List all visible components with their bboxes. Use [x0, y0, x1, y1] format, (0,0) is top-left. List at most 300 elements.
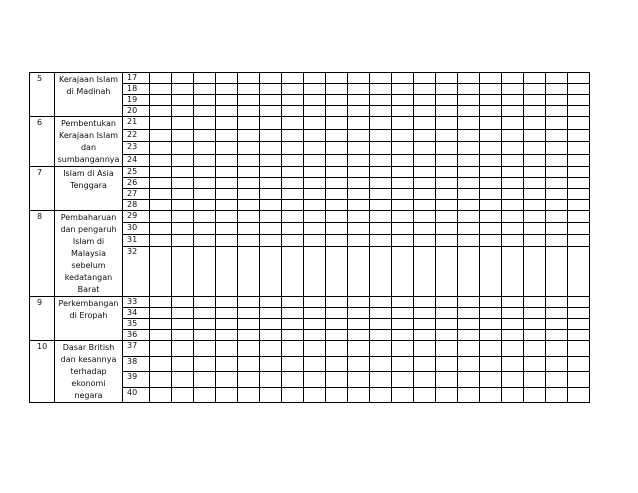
empty-cell [436, 319, 458, 330]
empty-cell [546, 154, 568, 167]
empty-cell [150, 178, 172, 189]
empty-cell [502, 308, 524, 319]
empty-cell [524, 84, 546, 95]
empty-cell [216, 178, 238, 189]
empty-cell [260, 211, 282, 223]
empty-cell [480, 106, 502, 117]
empty-cell [172, 73, 194, 84]
question-number: 36 [123, 330, 150, 341]
empty-cell [304, 95, 326, 106]
empty-cell [194, 167, 216, 178]
empty-cell [282, 330, 304, 341]
empty-cell [238, 319, 260, 330]
empty-cell [326, 308, 348, 319]
empty-cell [502, 129, 524, 142]
empty-cell [348, 142, 370, 155]
question-number: 25 [123, 167, 150, 178]
empty-cell [304, 297, 326, 308]
empty-cell [150, 330, 172, 341]
empty-cell [436, 200, 458, 211]
empty-cell [348, 341, 370, 357]
empty-cell [194, 95, 216, 106]
empty-cell [414, 189, 436, 200]
empty-cell [414, 167, 436, 178]
empty-cell [436, 106, 458, 117]
empty-cell [260, 223, 282, 235]
empty-cell [524, 189, 546, 200]
empty-cell [568, 372, 590, 388]
empty-cell [436, 73, 458, 84]
empty-cell [546, 95, 568, 106]
empty-cell [480, 84, 502, 95]
empty-cell [172, 129, 194, 142]
empty-cell [568, 308, 590, 319]
empty-cell [568, 142, 590, 155]
empty-cell [392, 247, 414, 297]
empty-cell [326, 106, 348, 117]
table-row [30, 341, 590, 357]
empty-cell [436, 84, 458, 95]
empty-cell [392, 319, 414, 330]
empty-cell [238, 200, 260, 211]
empty-cell [546, 223, 568, 235]
empty-cell [502, 330, 524, 341]
empty-cell [304, 247, 326, 297]
empty-cell [172, 223, 194, 235]
empty-cell [150, 308, 172, 319]
empty-cell [458, 106, 480, 117]
empty-cell [458, 372, 480, 388]
empty-cell [436, 211, 458, 223]
empty-cell [304, 356, 326, 372]
empty-cell [194, 189, 216, 200]
empty-cell [260, 387, 282, 403]
empty-cell [458, 129, 480, 142]
empty-cell [568, 129, 590, 142]
empty-cell [326, 95, 348, 106]
empty-cell [524, 117, 546, 130]
empty-cell [238, 341, 260, 357]
empty-cell [546, 341, 568, 357]
empty-cell [568, 189, 590, 200]
empty-cell [172, 154, 194, 167]
empty-cell [150, 319, 172, 330]
empty-cell [216, 189, 238, 200]
empty-cell [304, 106, 326, 117]
empty-cell [392, 117, 414, 130]
empty-cell [150, 189, 172, 200]
empty-cell [172, 211, 194, 223]
empty-cell [458, 142, 480, 155]
empty-cell [370, 372, 392, 388]
empty-cell [370, 142, 392, 155]
empty-cell [260, 341, 282, 357]
empty-cell [282, 235, 304, 247]
empty-cell [282, 178, 304, 189]
empty-cell [238, 154, 260, 167]
empty-cell [260, 235, 282, 247]
topic-line: di Madinah [66, 87, 111, 96]
empty-cell [238, 129, 260, 142]
empty-cell [370, 308, 392, 319]
question-number: 17 [123, 73, 150, 84]
empty-cell [546, 189, 568, 200]
empty-cell [150, 167, 172, 178]
empty-cell [216, 142, 238, 155]
empty-cell [502, 178, 524, 189]
empty-cell [480, 356, 502, 372]
empty-cell [568, 235, 590, 247]
empty-cell [216, 308, 238, 319]
empty-cell [458, 297, 480, 308]
empty-cell [304, 117, 326, 130]
section-number: 6 [30, 117, 55, 167]
empty-cell [326, 84, 348, 95]
empty-cell [260, 106, 282, 117]
empty-cell [524, 95, 546, 106]
empty-cell [568, 297, 590, 308]
empty-cell [568, 387, 590, 403]
empty-cell [216, 235, 238, 247]
empty-cell [370, 73, 392, 84]
empty-cell [282, 73, 304, 84]
question-number: 33 [123, 297, 150, 308]
empty-cell [260, 95, 282, 106]
empty-cell [282, 129, 304, 142]
empty-cell [480, 297, 502, 308]
empty-cell [546, 387, 568, 403]
empty-cell [194, 235, 216, 247]
empty-cell [194, 356, 216, 372]
empty-cell [414, 356, 436, 372]
empty-cell [458, 117, 480, 130]
table-row [30, 73, 590, 84]
empty-cell [348, 154, 370, 167]
empty-cell [436, 341, 458, 357]
empty-cell [458, 211, 480, 223]
empty-cell [304, 330, 326, 341]
empty-cell [216, 372, 238, 388]
empty-cell [458, 356, 480, 372]
empty-cell [282, 387, 304, 403]
table-row [30, 117, 590, 130]
empty-cell [238, 73, 260, 84]
empty-cell [546, 142, 568, 155]
empty-cell [502, 84, 524, 95]
empty-cell [238, 95, 260, 106]
empty-cell [502, 154, 524, 167]
empty-cell [304, 189, 326, 200]
empty-cell [392, 106, 414, 117]
empty-cell [326, 167, 348, 178]
topic-line: Pembentukan [61, 119, 116, 128]
empty-cell [458, 319, 480, 330]
empty-cell [480, 330, 502, 341]
empty-cell [414, 200, 436, 211]
empty-cell [414, 297, 436, 308]
empty-cell [216, 387, 238, 403]
empty-cell [370, 330, 392, 341]
empty-cell [216, 211, 238, 223]
empty-cell [546, 200, 568, 211]
empty-cell [260, 129, 282, 142]
empty-cell [304, 341, 326, 357]
empty-cell [238, 372, 260, 388]
empty-cell [348, 84, 370, 95]
empty-cell [150, 211, 172, 223]
empty-cell [414, 330, 436, 341]
empty-cell [348, 247, 370, 297]
empty-cell [260, 178, 282, 189]
empty-cell [546, 84, 568, 95]
empty-cell [458, 308, 480, 319]
question-number: 27 [123, 189, 150, 200]
topic-line: Barat [77, 285, 100, 294]
empty-cell [304, 308, 326, 319]
empty-cell [436, 330, 458, 341]
empty-cell [370, 297, 392, 308]
empty-cell [392, 297, 414, 308]
empty-cell [260, 308, 282, 319]
empty-cell [370, 129, 392, 142]
empty-cell [502, 189, 524, 200]
empty-cell [568, 95, 590, 106]
empty-cell [194, 308, 216, 319]
section-topic [55, 117, 123, 167]
empty-cell [414, 247, 436, 297]
question-number: 34 [123, 308, 150, 319]
empty-cell [238, 142, 260, 155]
empty-cell [414, 142, 436, 155]
empty-cell [260, 154, 282, 167]
empty-cell [216, 200, 238, 211]
empty-cell [546, 73, 568, 84]
empty-cell [392, 356, 414, 372]
empty-cell [502, 211, 524, 223]
empty-cell [282, 142, 304, 155]
empty-cell [502, 372, 524, 388]
empty-cell [326, 387, 348, 403]
empty-cell [458, 178, 480, 189]
empty-cell [392, 129, 414, 142]
question-number: 22 [123, 129, 150, 142]
empty-cell [194, 341, 216, 357]
empty-cell [172, 189, 194, 200]
empty-cell [150, 341, 172, 357]
empty-cell [282, 95, 304, 106]
empty-cell [326, 341, 348, 357]
empty-cell [194, 129, 216, 142]
empty-cell [194, 84, 216, 95]
topic-line: Malaysia [71, 249, 106, 258]
empty-cell [502, 167, 524, 178]
empty-cell [150, 84, 172, 95]
empty-cell [216, 167, 238, 178]
question-number: 30 [123, 223, 150, 235]
empty-cell [524, 372, 546, 388]
empty-cell [172, 341, 194, 357]
empty-cell [480, 247, 502, 297]
empty-cell [502, 387, 524, 403]
empty-cell [370, 200, 392, 211]
empty-cell [172, 167, 194, 178]
empty-cell [414, 223, 436, 235]
empty-cell [414, 178, 436, 189]
empty-cell [304, 142, 326, 155]
empty-cell [216, 84, 238, 95]
empty-cell [502, 319, 524, 330]
empty-cell [304, 154, 326, 167]
empty-cell [480, 341, 502, 357]
empty-cell [348, 235, 370, 247]
empty-cell [458, 341, 480, 357]
empty-cell [326, 189, 348, 200]
empty-cell [392, 235, 414, 247]
empty-cell [172, 117, 194, 130]
empty-cell [194, 117, 216, 130]
empty-cell [480, 235, 502, 247]
empty-cell [216, 356, 238, 372]
empty-cell [546, 178, 568, 189]
empty-cell [216, 223, 238, 235]
empty-cell [480, 73, 502, 84]
question-number: 37 [123, 341, 150, 357]
empty-cell [260, 73, 282, 84]
empty-cell [304, 372, 326, 388]
empty-cell [326, 117, 348, 130]
topic-line: Kerajaan Islam [58, 131, 119, 140]
empty-cell [568, 73, 590, 84]
empty-cell [348, 297, 370, 308]
empty-cell [392, 223, 414, 235]
empty-cell [568, 211, 590, 223]
empty-cell [216, 247, 238, 297]
empty-cell [282, 117, 304, 130]
empty-cell [150, 200, 172, 211]
empty-cell [238, 330, 260, 341]
empty-cell [370, 167, 392, 178]
empty-cell [238, 211, 260, 223]
empty-cell [216, 341, 238, 357]
empty-cell [436, 167, 458, 178]
empty-cell [480, 308, 502, 319]
empty-cell [392, 372, 414, 388]
empty-cell [480, 167, 502, 178]
empty-cell [502, 341, 524, 357]
empty-cell [260, 167, 282, 178]
empty-cell [150, 117, 172, 130]
empty-cell [216, 73, 238, 84]
empty-cell [260, 189, 282, 200]
empty-cell [480, 372, 502, 388]
topic-line: Kerajaan Islam [58, 75, 119, 84]
empty-cell [238, 106, 260, 117]
topic-line: Islam di [72, 237, 105, 246]
empty-cell [480, 223, 502, 235]
empty-cell [524, 129, 546, 142]
question-number: 20 [123, 106, 150, 117]
empty-cell [150, 129, 172, 142]
empty-cell [304, 235, 326, 247]
empty-cell [172, 308, 194, 319]
empty-cell [282, 223, 304, 235]
empty-cell [238, 387, 260, 403]
empty-cell [546, 117, 568, 130]
empty-cell [260, 330, 282, 341]
empty-cell [370, 387, 392, 403]
empty-cell [480, 142, 502, 155]
topic-line: ekonomi [71, 379, 106, 388]
question-number: 19 [123, 95, 150, 106]
empty-cell [150, 387, 172, 403]
empty-cell [150, 73, 172, 84]
empty-cell [194, 106, 216, 117]
empty-cell [414, 154, 436, 167]
empty-cell [326, 223, 348, 235]
section-number: 8 [30, 211, 55, 297]
topic-line: di Eropah [69, 311, 108, 320]
empty-cell [546, 106, 568, 117]
empty-cell [194, 372, 216, 388]
empty-cell [480, 189, 502, 200]
empty-cell [348, 106, 370, 117]
empty-cell [216, 117, 238, 130]
empty-cell [436, 117, 458, 130]
empty-cell [458, 154, 480, 167]
empty-cell [568, 178, 590, 189]
empty-cell [546, 330, 568, 341]
empty-cell [282, 154, 304, 167]
empty-cell [414, 235, 436, 247]
empty-cell [194, 330, 216, 341]
empty-cell [414, 84, 436, 95]
empty-cell [216, 330, 238, 341]
empty-cell [194, 200, 216, 211]
empty-cell [392, 330, 414, 341]
empty-cell [282, 247, 304, 297]
empty-cell [370, 356, 392, 372]
empty-cell [216, 129, 238, 142]
empty-cell [458, 200, 480, 211]
empty-cell [282, 211, 304, 223]
empty-cell [458, 95, 480, 106]
empty-cell [546, 308, 568, 319]
empty-cell [502, 95, 524, 106]
empty-cell [392, 189, 414, 200]
empty-cell [392, 142, 414, 155]
empty-cell [524, 387, 546, 403]
empty-cell [392, 200, 414, 211]
empty-cell [524, 356, 546, 372]
empty-cell [524, 106, 546, 117]
empty-cell [458, 223, 480, 235]
empty-cell [502, 247, 524, 297]
section-topic [55, 297, 123, 341]
empty-cell [238, 189, 260, 200]
empty-cell [348, 223, 370, 235]
empty-cell [370, 223, 392, 235]
empty-cell [568, 167, 590, 178]
section-number: 9 [30, 297, 55, 341]
empty-cell [150, 297, 172, 308]
empty-cell [524, 330, 546, 341]
empty-cell [348, 319, 370, 330]
empty-cell [238, 297, 260, 308]
question-number: 18 [123, 84, 150, 95]
topic-line: dan pengaruh [60, 225, 117, 234]
empty-cell [172, 297, 194, 308]
empty-cell [326, 297, 348, 308]
